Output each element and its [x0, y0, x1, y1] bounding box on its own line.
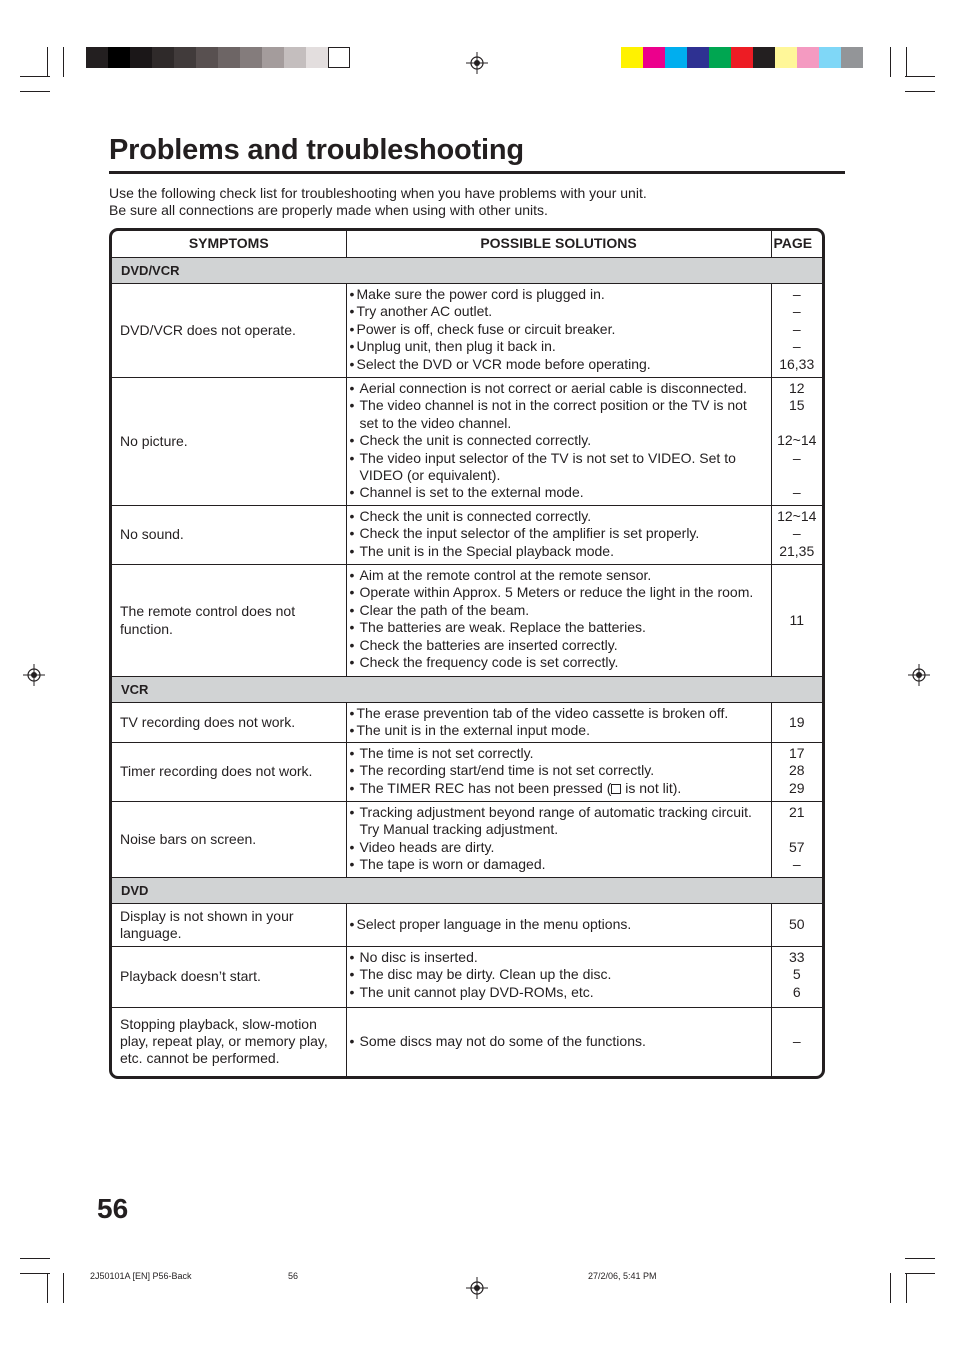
- page-ref: –: [792, 303, 801, 320]
- crop-mark: [905, 1273, 935, 1274]
- section-row: [112, 258, 822, 284]
- table-row: [112, 904, 822, 947]
- color-swatch: [130, 47, 152, 68]
- table-row: [112, 947, 822, 1008]
- solution-item: • Tracking adjustment beyond range of automatic tracking circuit. Try Manual tracking adjustment.: [349, 804, 752, 838]
- solution-item: • Channel is set to the external mode.: [349, 484, 584, 501]
- crop-mark: [20, 1273, 50, 1274]
- symptom-cell: No picture.: [112, 378, 346, 506]
- table-row: [112, 703, 822, 743]
- solution-item: • Select proper language in the menu options.: [349, 916, 632, 933]
- color-swatch: [709, 47, 731, 68]
- color-swatch: [665, 47, 687, 68]
- intro-line: Use the following check list for troubleshooting when you have problems with your unit.: [109, 185, 647, 201]
- crop-mark: [905, 76, 935, 77]
- color-swatch: [687, 47, 709, 68]
- crop-mark: [20, 1258, 50, 1259]
- page-cell: [771, 284, 822, 378]
- page-ref: 21,35: [779, 542, 815, 559]
- symptom-cell: No sound.: [112, 506, 346, 565]
- crop-mark: [47, 1273, 48, 1303]
- solution-item: • Make sure the power cord is plugged in.: [349, 286, 605, 302]
- page-title: Problems and troubleshooting: [109, 134, 524, 166]
- crop-mark: [20, 91, 50, 92]
- solutions-cell: [346, 904, 771, 947]
- solution-item: • Clear the path of the beam.: [349, 601, 530, 618]
- page-ref: –: [792, 320, 801, 337]
- solution-item: • The tape is worn or damaged.: [349, 856, 546, 873]
- solution-item: • Unplug unit, then plug it back in.: [349, 338, 556, 355]
- page-ref: 57: [788, 838, 805, 855]
- solution-item: • The video input selector of the TV is not set to VIDEO. Set to VIDEO (or equivalent).: [349, 449, 736, 484]
- solutions-cell: [346, 947, 771, 1008]
- crop-mark: [906, 1273, 907, 1303]
- solutions-cell: [346, 743, 771, 802]
- page-ref: –: [792, 286, 801, 302]
- solution-item: • The erase prevention tab of the video cassette is broken off.: [349, 705, 729, 721]
- solution-item: • The recording start/end time is not set correctly.: [349, 762, 655, 779]
- page-ref: –: [792, 449, 801, 466]
- page-ref: –: [792, 525, 801, 542]
- table-row: [112, 284, 822, 378]
- intro-text: [109, 185, 647, 219]
- color-swatch: [218, 47, 240, 68]
- table-row: [112, 1008, 822, 1076]
- solution-item: • Aerial connection is not correct or aerial cable is disconnected.: [349, 380, 748, 396]
- solutions-cell: [346, 802, 771, 878]
- symptom-cell: Timer recording does not work.: [112, 743, 346, 802]
- color-calibration-bar: [621, 47, 863, 68]
- crop-mark: [890, 47, 891, 77]
- color-swatch: [643, 47, 665, 68]
- table-row: [112, 506, 822, 565]
- page-ref: 15: [788, 397, 805, 414]
- page-ref: 17: [788, 745, 805, 761]
- crop-mark: [906, 47, 907, 77]
- solution-item: • Check the input selector of the amplifier is set properly.: [349, 525, 700, 542]
- page-ref: –: [792, 484, 801, 501]
- troubleshooting-table: [109, 228, 825, 1079]
- solution-item: • Check the unit is connected correctly.: [349, 508, 592, 524]
- footer-page: 56: [288, 1271, 299, 1281]
- solutions-cell: [346, 1008, 771, 1076]
- color-swatch: [841, 47, 863, 68]
- section-row: [112, 677, 822, 703]
- solutions-cell: [346, 506, 771, 565]
- registration-mark-icon: [466, 1277, 488, 1299]
- page-cell: –: [771, 1008, 822, 1076]
- page-ref: 12~14: [777, 508, 817, 524]
- color-swatch: [152, 47, 174, 68]
- color-swatch: [86, 47, 108, 68]
- solution-item: • Aim at the remote control at the remote sensor.: [349, 567, 652, 583]
- page-cell: 50: [771, 904, 822, 947]
- color-swatch: [328, 47, 350, 68]
- solutions-cell: [346, 565, 771, 677]
- solutions-cell: [346, 703, 771, 743]
- table-row: [112, 802, 822, 878]
- solution-item: • Try another AC outlet.: [349, 303, 493, 320]
- solution-item: • Video heads are dirty.: [349, 838, 495, 855]
- page-cell: [771, 743, 822, 802]
- symptom-cell: Stopping playback, slow-motion play, repeat play, or memory play, etc. cannot be performed.: [112, 1008, 346, 1076]
- solution-item: • The batteries are weak. Replace the batteries.: [349, 619, 646, 636]
- solution-item: • Power is off, check fuse or circuit breaker.: [349, 320, 616, 337]
- section-dvd: DVD: [112, 878, 822, 904]
- symptom-cell: Noise bars on screen.: [112, 802, 346, 878]
- solution-item: • Check the batteries are inserted correctly.: [349, 636, 618, 653]
- color-swatch: [306, 47, 328, 68]
- symptom-cell: Display is not shown in your language.: [112, 904, 346, 947]
- color-swatch: [262, 47, 284, 68]
- solution-item: • Check the unit is connected correctly.: [349, 432, 592, 449]
- page-cell: 11: [771, 565, 822, 677]
- page-ref: –: [792, 856, 801, 873]
- title-rule: [109, 171, 845, 174]
- page-number: 56: [97, 1193, 129, 1224]
- section-row: [112, 878, 822, 904]
- page-ref: 33: [788, 949, 805, 965]
- page-ref: 12~14: [777, 432, 817, 449]
- crop-mark: [20, 76, 50, 77]
- color-swatch: [174, 47, 196, 68]
- timer-clock-icon: [611, 784, 621, 794]
- section-vcr: VCR: [112, 677, 822, 703]
- solution-item: • The unit is in the Special playback mode.: [349, 542, 614, 559]
- color-swatch: [819, 47, 841, 68]
- color-swatch: [621, 47, 643, 68]
- page-cell: [771, 802, 822, 878]
- footer-timestamp: 27/2/06, 5:41 PM: [588, 1271, 657, 1281]
- page-ref: 12: [788, 380, 805, 396]
- page-header: PAGE: [771, 231, 822, 258]
- page-cell: [771, 378, 822, 506]
- page-ref: 6: [792, 983, 801, 1000]
- page-ref: 5: [792, 966, 801, 983]
- symptoms-header: SYMPTOMS: [112, 231, 346, 258]
- page-cell: [771, 506, 822, 565]
- solution-item: • The unit is in the external input mode.: [349, 722, 590, 739]
- solutions-cell: [346, 378, 771, 506]
- registration-mark-icon: [23, 664, 45, 686]
- solution-item: • The TIMER REC has not been pressed ( is not lit).: [349, 779, 682, 796]
- solution-item: • No disc is inserted.: [349, 949, 478, 965]
- solution-item: • The disc may be dirty. Clean up the disc.: [349, 966, 612, 983]
- table-row: [112, 565, 822, 677]
- page-ref: 16,33: [779, 355, 815, 372]
- symptom-cell: TV recording does not work.: [112, 703, 346, 743]
- table-row: [112, 378, 822, 506]
- table-row: [112, 743, 822, 802]
- solution-item: • Operate within Approx. 5 Meters or reduce the light in the room.: [349, 584, 754, 601]
- crop-mark: [47, 47, 48, 77]
- solution-item: • Select the DVD or VCR mode before operating.: [349, 355, 651, 372]
- table-header-row: [112, 231, 822, 258]
- section-dvdvcr: DVD/VCR: [112, 258, 822, 284]
- color-swatch: [775, 47, 797, 68]
- page-ref: 21: [788, 804, 805, 820]
- color-swatch: [108, 47, 130, 68]
- symptom-cell: DVD/VCR does not operate.: [112, 284, 346, 378]
- solution-item: • The time is not set correctly.: [349, 745, 534, 761]
- color-swatch: [797, 47, 819, 68]
- crop-mark: [890, 1273, 891, 1303]
- intro-line: Be sure all connections are properly made when using with other units.: [109, 202, 548, 218]
- page-ref: –: [792, 338, 801, 355]
- page-ref: 28: [788, 762, 805, 779]
- color-swatch: [240, 47, 262, 68]
- symptom-cell: Playback doesn’t start.: [112, 947, 346, 1008]
- color-swatch: [753, 47, 775, 68]
- crop-mark: [905, 91, 935, 92]
- crop-mark: [63, 1273, 64, 1303]
- solution-item: • The video channel is not in the correct position or the TV is not set to the video channel.: [349, 397, 747, 431]
- page-ref: 29: [788, 779, 805, 796]
- page-cell: [771, 947, 822, 1008]
- gray-scale-bar: [86, 47, 350, 68]
- color-swatch: [284, 47, 306, 68]
- page-cell: 19: [771, 703, 822, 743]
- symptom-cell: The remote control does not function.: [112, 565, 346, 677]
- solutions-cell: [346, 284, 771, 378]
- registration-mark-icon: [466, 52, 488, 74]
- color-swatch: [196, 47, 218, 68]
- solution-item: • Check the frequency code is set correctly.: [349, 654, 619, 671]
- solution-item: • Some discs may not do some of the functions.: [349, 1033, 646, 1050]
- footer-job: 2J50101A [EN] P56-Back: [90, 1271, 192, 1281]
- crop-mark: [63, 47, 64, 77]
- solution-item: • The unit cannot play DVD-ROMs, etc.: [349, 983, 594, 1000]
- registration-mark-icon: [908, 664, 930, 686]
- solutions-header: POSSIBLE SOLUTIONS: [346, 231, 771, 258]
- crop-mark: [905, 1258, 935, 1259]
- color-swatch: [731, 47, 753, 68]
